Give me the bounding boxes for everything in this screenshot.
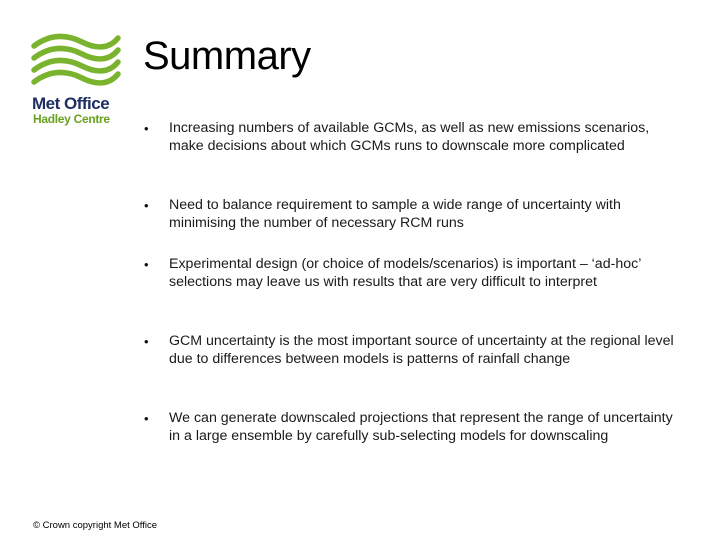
bullet-text: GCM uncertainty is the most important source of uncertainty at the regional level due to differences between models is patterns of rainfall change <box>169 333 674 367</box>
bullet-mark: • <box>144 411 149 426</box>
bullet-text: Need to balance requirement to sample a wide range of uncertainty with minimising the number of necessary RCM runs <box>169 197 621 231</box>
slide-title: Summary <box>143 34 311 78</box>
bullet-mark: • <box>144 121 149 136</box>
bullet-text: Increasing numbers of available GCMs, as well as new emissions scenarios, make decisions about which GCMs runs to downscale more complicated <box>169 120 650 154</box>
bullet-mark: • <box>144 334 149 349</box>
bullet-mark: • <box>144 257 149 272</box>
bullet-item <box>140 256 680 291</box>
bullet-item <box>140 197 680 232</box>
bullet-item <box>140 120 680 155</box>
bullet-item <box>140 410 680 445</box>
bullet-text: Experimental design (or choice of models/scenarios) is important – ‘ad-hoc’ selections may leave us with results that are very difficult to interpret <box>169 256 641 290</box>
bullet-item <box>140 333 680 368</box>
copyright-footer: © Crown copyright Met Office <box>33 520 158 531</box>
logo-subname: Hadley Centre <box>33 112 110 126</box>
logo-name: Met Office <box>32 94 110 113</box>
bullet-text: We can generate downscaled projections that represent the range of uncertainty in a large ensemble by carefully sub-selecting models for downscaling <box>169 410 673 444</box>
bullet-mark: • <box>144 198 149 213</box>
met-office-logo <box>30 32 126 128</box>
wave-logo-icon <box>30 32 126 94</box>
